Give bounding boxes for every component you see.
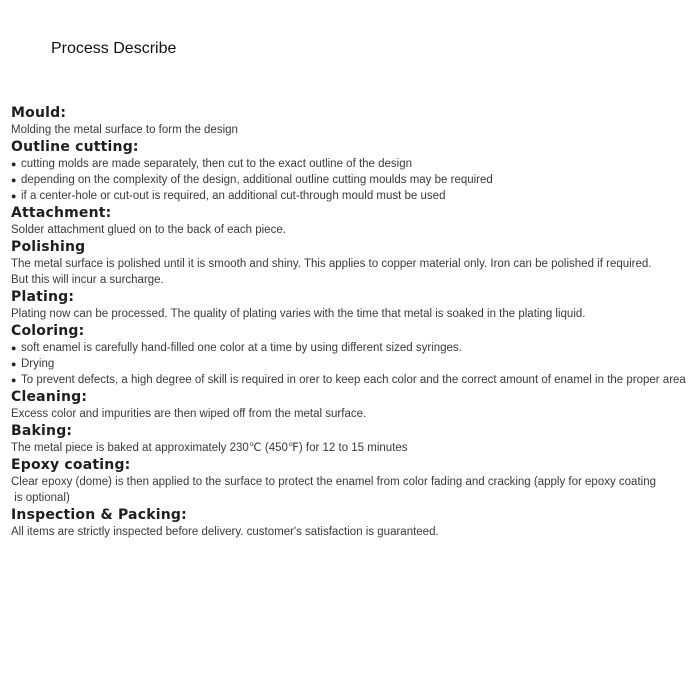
section-text: Clear epoxy (dome) is then applied to the surface to protect the enamel from color fading and cracking (apply for epoxy coating [11,476,656,488]
bullet-icon: ● [11,375,17,385]
section-text: Plating now can be processed. The quality of plating varies with the time that metal is soaked in the plating liquid. [11,308,586,320]
section-plating [11,289,697,322]
section-heading: Plating: [11,289,75,305]
section-text: The metal surface is polished until it is smooth and shiny. This applies to copper material only. Iron can be polished if required. [11,258,652,270]
section-mould [11,105,697,138]
section-heading: Epoxy coating: [11,457,131,473]
section-polishing [11,239,697,288]
section-heading: Outline cutting: [11,139,139,155]
section-inspection-packing [11,507,697,540]
section-epoxy-coating [11,457,697,506]
section-heading: Coloring: [11,323,85,339]
section-text: The metal piece is baked at approximately 230℃ (450℉) for 12 to 15 minutes [11,442,408,454]
section-heading: Mould: [11,105,67,121]
section-text: Excess color and impurities are then wiped off from the metal surface. [11,408,367,420]
bullet-icon: ● [11,175,17,185]
bullet-icon: ● [11,191,17,201]
section-heading: Baking: [11,423,73,439]
list-item-text: To prevent defects, a high degree of skill is required in orer to keep each color and the correct amount of enamel in the proper area [21,374,686,386]
section-text: is optional) [11,492,70,504]
section-text: All items are strictly inspected before delivery. customer's satisfaction is guaranteed. [11,526,439,538]
list-item [11,372,697,388]
section-attachment [11,205,697,238]
section-heading: Polishing [11,239,86,255]
section-text: Molding the metal surface to form the design [11,124,238,136]
process-content [11,104,697,540]
list-item-text: if a center-hole or cut-out is required, an additional cut-through mould must be used [21,190,446,202]
section-cleaning [11,389,697,422]
section-baking [11,423,697,456]
list-item-text: cutting molds are made separately, then cut to the exact outline of the design [21,158,413,170]
list-item [11,156,697,172]
section-text: But this will incur a surcharge. [11,274,164,286]
list-item [11,340,697,356]
section-outline-cutting [11,139,697,204]
list-item-text: Drying [21,358,55,370]
section-coloring [11,323,697,388]
list-item [11,172,697,188]
section-heading: Inspection & Packing: [11,507,187,523]
list-item [11,188,697,204]
page-title: Process Describe [51,40,177,57]
bullet-icon: ● [11,159,17,169]
section-heading: Cleaning: [11,389,88,405]
section-heading: Attachment: [11,205,112,221]
list-item [11,356,697,372]
list-item-text: depending on the complexity of the design, additional outline cutting moulds may be required [21,174,493,186]
section-text: Solder attachment glued on to the back of each piece. [11,224,286,236]
bullet-icon: ● [11,359,17,369]
list-item-text: soft enamel is carefully hand-filled one color at a time by using different sized syringes. [21,342,462,354]
bullet-icon: ● [11,343,17,353]
